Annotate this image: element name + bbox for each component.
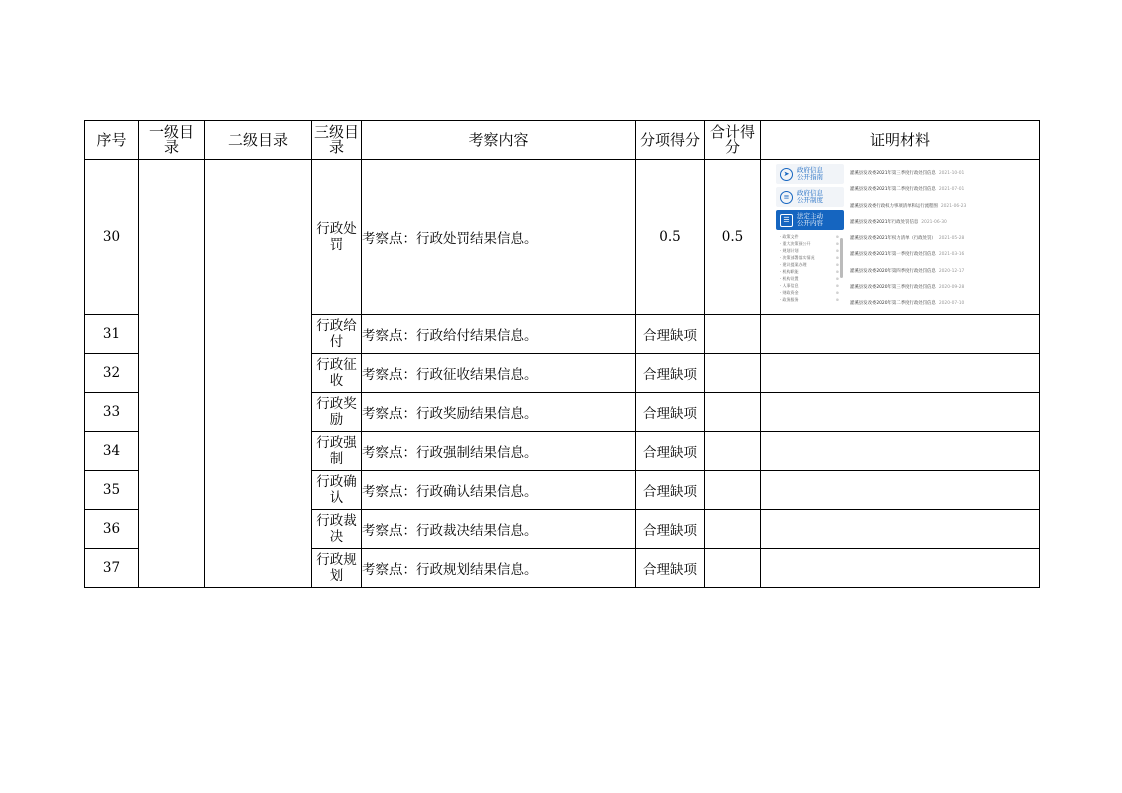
sub-item: · 人事信息 ⊕ [776, 282, 844, 289]
evidence-cell [761, 432, 1040, 471]
header-item-score: 分项得分 [636, 121, 705, 160]
sub-item: · 机构职能 ⊕ [776, 268, 844, 275]
document-icon: ≡ [780, 191, 793, 204]
cat3-cell: 行政处 罚 [312, 160, 362, 315]
header-row [85, 121, 1040, 160]
seq-cell: 30 [85, 160, 139, 315]
list-icon: ☰ [780, 214, 793, 227]
total-score-cell [705, 471, 761, 510]
nav-item-system: ≡ 政府信息 公开制度 [776, 187, 844, 207]
evidence-cell [761, 510, 1040, 549]
content-cell: 考察点：行政奖励结果信息。 [362, 393, 636, 432]
cat3-cell: 行政奖 励 [312, 393, 362, 432]
screenshot-list [850, 166, 1025, 312]
screenshot-sidebar [776, 164, 844, 312]
sub-item: · 建议提案办理 ⊕ [776, 261, 844, 268]
nav-item-content: ☰ 法定主动 公开内容 [776, 210, 844, 230]
cat3-cell: 行政强 制 [312, 432, 362, 471]
sub-item: · 规划计划 ⊕ [776, 247, 844, 254]
item-score-cell: 合理缺项 [636, 432, 705, 471]
evidence-cell [761, 549, 1040, 588]
total-score-cell [705, 393, 761, 432]
content-cell: 考察点：行政强制结果信息。 [362, 432, 636, 471]
seq-cell: 37 [85, 549, 139, 588]
sub-item: · 财政资金 ⊕ [776, 289, 844, 296]
seq-cell: 36 [85, 510, 139, 549]
item-score-cell: 合理缺项 [636, 393, 705, 432]
seq-cell: 34 [85, 432, 139, 471]
item-score-cell: 合理缺项 [636, 471, 705, 510]
compass-icon: ➤ [780, 168, 793, 181]
evidence-screenshot [774, 162, 1026, 312]
list-item: 灌溪县发改委2021年权力清单（行政处罚） 2021-05-28 [850, 236, 965, 242]
cat3-cell: 行政征 收 [312, 354, 362, 393]
list-item: 灌溪县发改委2020年第四季度行政处罚信息 2020-12-17 [850, 268, 965, 274]
cat3-cell: 行政裁 决 [312, 510, 362, 549]
cat3-cell: 行政给 付 [312, 315, 362, 354]
total-score-cell [705, 549, 761, 588]
scrollbar [840, 238, 843, 278]
list-item: 灌溪县发改委2021年第三季度行政处罚信息 2021-10-01 [850, 171, 965, 176]
seq-cell: 33 [85, 393, 139, 432]
seq-cell: 31 [85, 315, 139, 354]
list-item: 灌溪县发改委2021年行政处罚信息 2021-06-30 [850, 219, 947, 225]
total-score-cell [705, 354, 761, 393]
nav-item-guide: ➤ 政府信息 公开指南 [776, 164, 844, 184]
item-score-cell: 合理缺项 [636, 510, 705, 549]
evidence-cell [761, 471, 1040, 510]
list-item: 灌溪县发改委2021年第二季度行政处罚信息 2021-07-01 [850, 187, 965, 193]
sub-item: · 政务服务 ⊕ [776, 296, 844, 303]
cat3-cell: 行政确 认 [312, 471, 362, 510]
evidence-cell [761, 315, 1040, 354]
seq-cell: 35 [85, 471, 139, 510]
header-total-score: 合计得 分 [705, 121, 761, 160]
evidence-cell [761, 354, 1040, 393]
content-cell: 考察点：行政给付结果信息。 [362, 315, 636, 354]
total-score-cell [705, 510, 761, 549]
header-cat3: 三级目 录 [312, 121, 362, 160]
content-cell: 考察点：行政规划结果信息。 [362, 549, 636, 588]
total-score-cell: 0.5 [705, 160, 761, 315]
content-cell: 考察点：行政处罚结果信息。 [362, 160, 636, 315]
header-content: 考察内容 [362, 121, 636, 160]
sub-item: · 重大决策预公开 ⊕ [776, 240, 844, 247]
cat3-cell: 行政规 划 [312, 549, 362, 588]
header-evidence: 证明材料 [761, 121, 1040, 160]
content-cell: 考察点：行政征收结果信息。 [362, 354, 636, 393]
evaluation-table [84, 120, 1040, 588]
list-item: 灌溪县发改委2021年第一季度行政处罚信息 2021-03-16 [850, 252, 965, 258]
sub-item: · 决策部署落实情况 ⊕ [776, 254, 844, 261]
total-score-cell [705, 432, 761, 471]
table-row [85, 160, 1040, 315]
item-score-cell: 合理缺项 [636, 549, 705, 588]
cat1-cell [139, 160, 205, 588]
list-item: 灌溪县发改委行政权力事项清单和运行流程图 2021-06-23 [850, 203, 967, 209]
item-score-cell: 合理缺项 [636, 315, 705, 354]
evidence-cell [761, 160, 1040, 315]
evidence-cell [761, 393, 1040, 432]
cat2-cell [205, 160, 312, 588]
header-seq: 序号 [85, 121, 139, 160]
list-item: 灌溪县发改委2020年第二季度行政处罚信息 2020-07-10 [850, 301, 965, 307]
item-score-cell: 0.5 [636, 160, 705, 315]
seq-cell: 32 [85, 354, 139, 393]
header-cat1: 一级目 录 [139, 121, 205, 160]
total-score-cell [705, 315, 761, 354]
content-cell: 考察点：行政裁决结果信息。 [362, 510, 636, 549]
content-cell: 考察点：行政确认结果信息。 [362, 471, 636, 510]
item-score-cell: 合理缺项 [636, 354, 705, 393]
sub-item: · 机构设置 ⊕ [776, 275, 844, 282]
header-cat2: 二级目录 [205, 121, 312, 160]
list-item: 灌溪县发改委2020年第三季度行政处罚信息 2020-09-28 [850, 285, 965, 291]
sub-item: · 政策文件 ⊕ [776, 233, 844, 240]
